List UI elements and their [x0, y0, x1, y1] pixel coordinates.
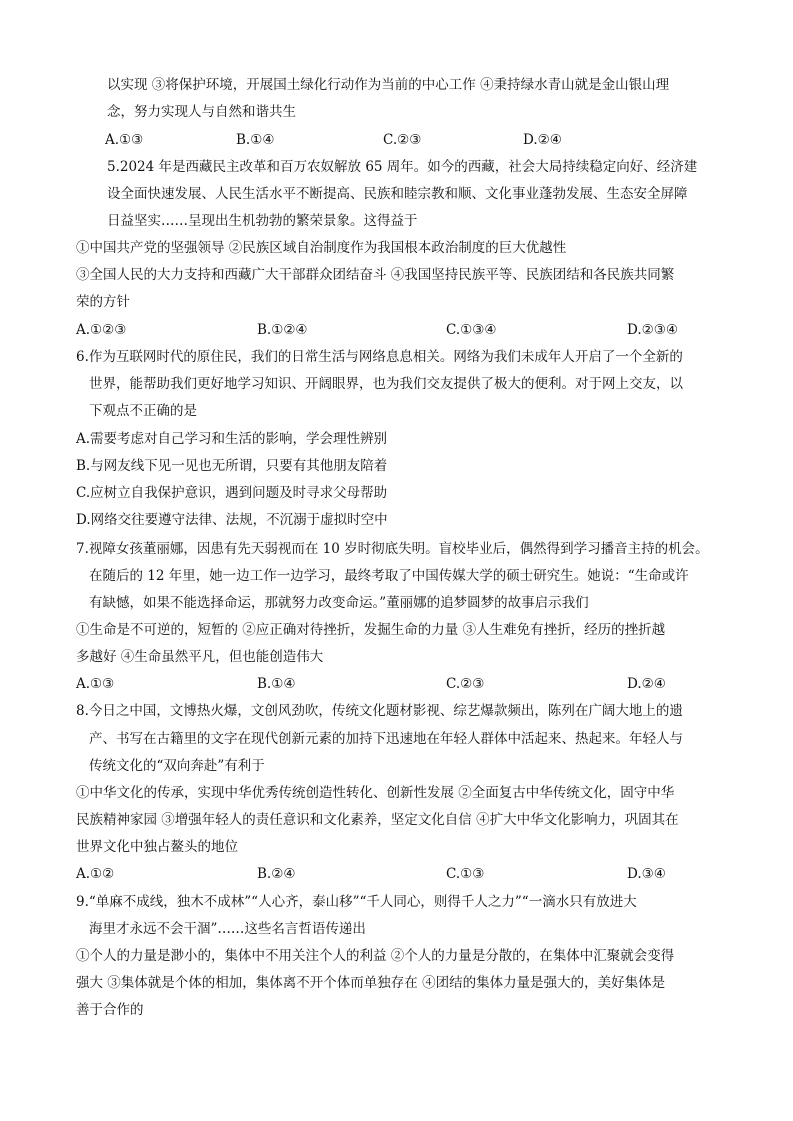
q8-statement-line-1: ①中华文化的传承，实现中华优秀传统创造性转化、创新性发展 ②全面复古中华传统文化，固守中华 — [76, 785, 675, 801]
q4-text-line-2: 念，努力实现人与自然和谐共生 — [107, 104, 296, 120]
q8-option-b: B.②④ — [257, 866, 296, 882]
q7-option-c: C.②③ — [446, 676, 485, 692]
q8-options — [76, 865, 716, 883]
q4-option-d: D.②④ — [523, 132, 562, 148]
q8-text-line-2: 产、书写在古籍里的文字在现代创新元素的加持下迅速地在年轻人群体中活起来、热起来。年轻人与 — [89, 731, 683, 747]
q8-text-line-3: 传统文化的“双向奔赴”有利于 — [89, 758, 265, 774]
q5-option-d: D.②③④ — [627, 322, 678, 338]
q9-statement-line-2: 强大 ③集体就是个体的相加，集体离不开个体而单独存在 ④团结的集体力量是强大的，美好集体是 — [76, 975, 666, 991]
q6-text-line-1: 6.作为互联网时代的原住民，我们的日常生活与网络息息相关。网络为我们未成年人开启了一个全新的 — [76, 349, 683, 365]
q5-option-c: C.①③④ — [446, 322, 497, 338]
q6-option-b: B.与网友线下见一见也无所谓，只要有其他朋友陪着 — [76, 458, 388, 474]
q4-option-b: B.①④ — [236, 132, 275, 148]
q7-option-a: A.①③ — [76, 676, 115, 692]
q9-text-line-1: 9.“单麻不成线，独木不成林”“人心齐，泰山移”“千人同心，则得千人之力”“一滴水只有放进大 — [76, 894, 637, 910]
q9-statement-line-3: 善于合作的 — [76, 1002, 144, 1018]
q7-statement-line-2: 多越好 ④生命虽然平凡，但也能创造伟大 — [76, 649, 324, 665]
q5-text-line-1: 5.2024 年是西藏民主改革和百万农奴解放 65 周年。如今的西藏，社会大局持续稳定向好、经济建 — [107, 159, 698, 175]
q7-text-line-3: 有缺憾，如果不能选择命运，那就努力改变命运。”董丽娜的追梦圆梦的故事启示我们 — [89, 595, 589, 611]
q5-statement-line-3: 荣的方针 — [76, 294, 130, 310]
q6-option-d: D.网络交往要遵守法律、法规，不沉溺于虚拟时空中 — [76, 512, 388, 528]
q8-statement-line-3: 世界文化中独占鳌头的地位 — [76, 839, 238, 855]
q5-options — [76, 321, 716, 339]
q4-options — [105, 131, 705, 149]
q8-option-c: C.①③ — [446, 866, 485, 882]
q5-option-a: A.①②③ — [76, 322, 127, 338]
q5-statement-line-2: ③全国人民的大力支持和西藏广大干部群众团结奋斗 ④我国坚持民族平等、民族团结和各民族共同繁 — [76, 267, 675, 283]
q7-option-d: D.②④ — [627, 676, 666, 692]
q9-text-line-2: 海里才永远不会干涸”……这些名言哲语传递出 — [89, 921, 366, 937]
q7-option-b: B.①④ — [257, 676, 296, 692]
q6-option-a: A.需要考虑对自己学习和生活的影响，学会理性辨别 — [76, 431, 388, 447]
q5-text-line-2: 设全面快速发展、人民生活水平不断提高、民族和睦宗教和顺、文化事业蓬勃发展、生态安全屏障 — [107, 186, 688, 202]
q8-text-line-1: 8.今日之中国，文博热火爆，文创风劲吹，传统文化题材影视、综艺爆款频出，陈列在广阔大地上的遗 — [76, 703, 683, 719]
q7-statement-line-1: ①生命是不可逆的，短暂的 ②应正确对待挫折，发掘生命的力量 ③人生难免有挫折，经历的挫折越 — [76, 622, 666, 638]
q5-statement-line-1: ①中国共产党的坚强领导 ②民族区域自治制度作为我国根本政治制度的巨大优越性 — [76, 240, 567, 256]
q8-option-a: A.①② — [76, 866, 115, 882]
q7-text-line-2: 在随后的 12 年里，她一边工作一边学习，最终考取了中国传媒大学的硕士研究生。她说：“生命或许 — [89, 568, 689, 584]
q6-text-line-3: 下观点不正确的是 — [89, 403, 197, 419]
q4-option-c: C.②③ — [383, 132, 422, 148]
q9-statement-line-1: ①个人的力量是渺小的，集体中不用关注个人的利益 ②个人的力量是分散的，在集体中汇聚就会变得 — [76, 948, 675, 964]
q8-option-d: D.③④ — [627, 866, 666, 882]
q5-option-b: B.①②④ — [257, 322, 308, 338]
q7-options — [76, 675, 716, 693]
q5-text-line-3: 日益坚实……呈现出生机勃勃的繁荣景象。这得益于 — [107, 213, 418, 229]
q4-option-a: A.①③ — [105, 132, 144, 148]
q6-text-line-2: 世界，能帮助我们更好地学习知识、开阔眼界，也为我们交友提供了极大的便利。对于网上交友，以 — [89, 376, 683, 392]
q6-option-c: C.应树立自我保护意识，遇到问题及时寻求父母帮助 — [76, 485, 388, 501]
q7-text-line-1: 7.视障女孩董丽娜，因患有先天弱视而在 10 岁时彻底失明。盲校毕业后，偶然得到学习播音主持的机会。 — [76, 541, 709, 557]
q8-statement-line-2: 民族精神家园 ③增强年轻人的责任意识和文化素养，坚定文化自信 ④扩大中华文化影响力，巩固其在 — [76, 812, 679, 828]
q4-text-line-1: 以实现 ③将保护环境，开展国土绿化行动作为当前的中心工作 ④秉持绿水青山就是金山银山理 — [107, 77, 670, 93]
